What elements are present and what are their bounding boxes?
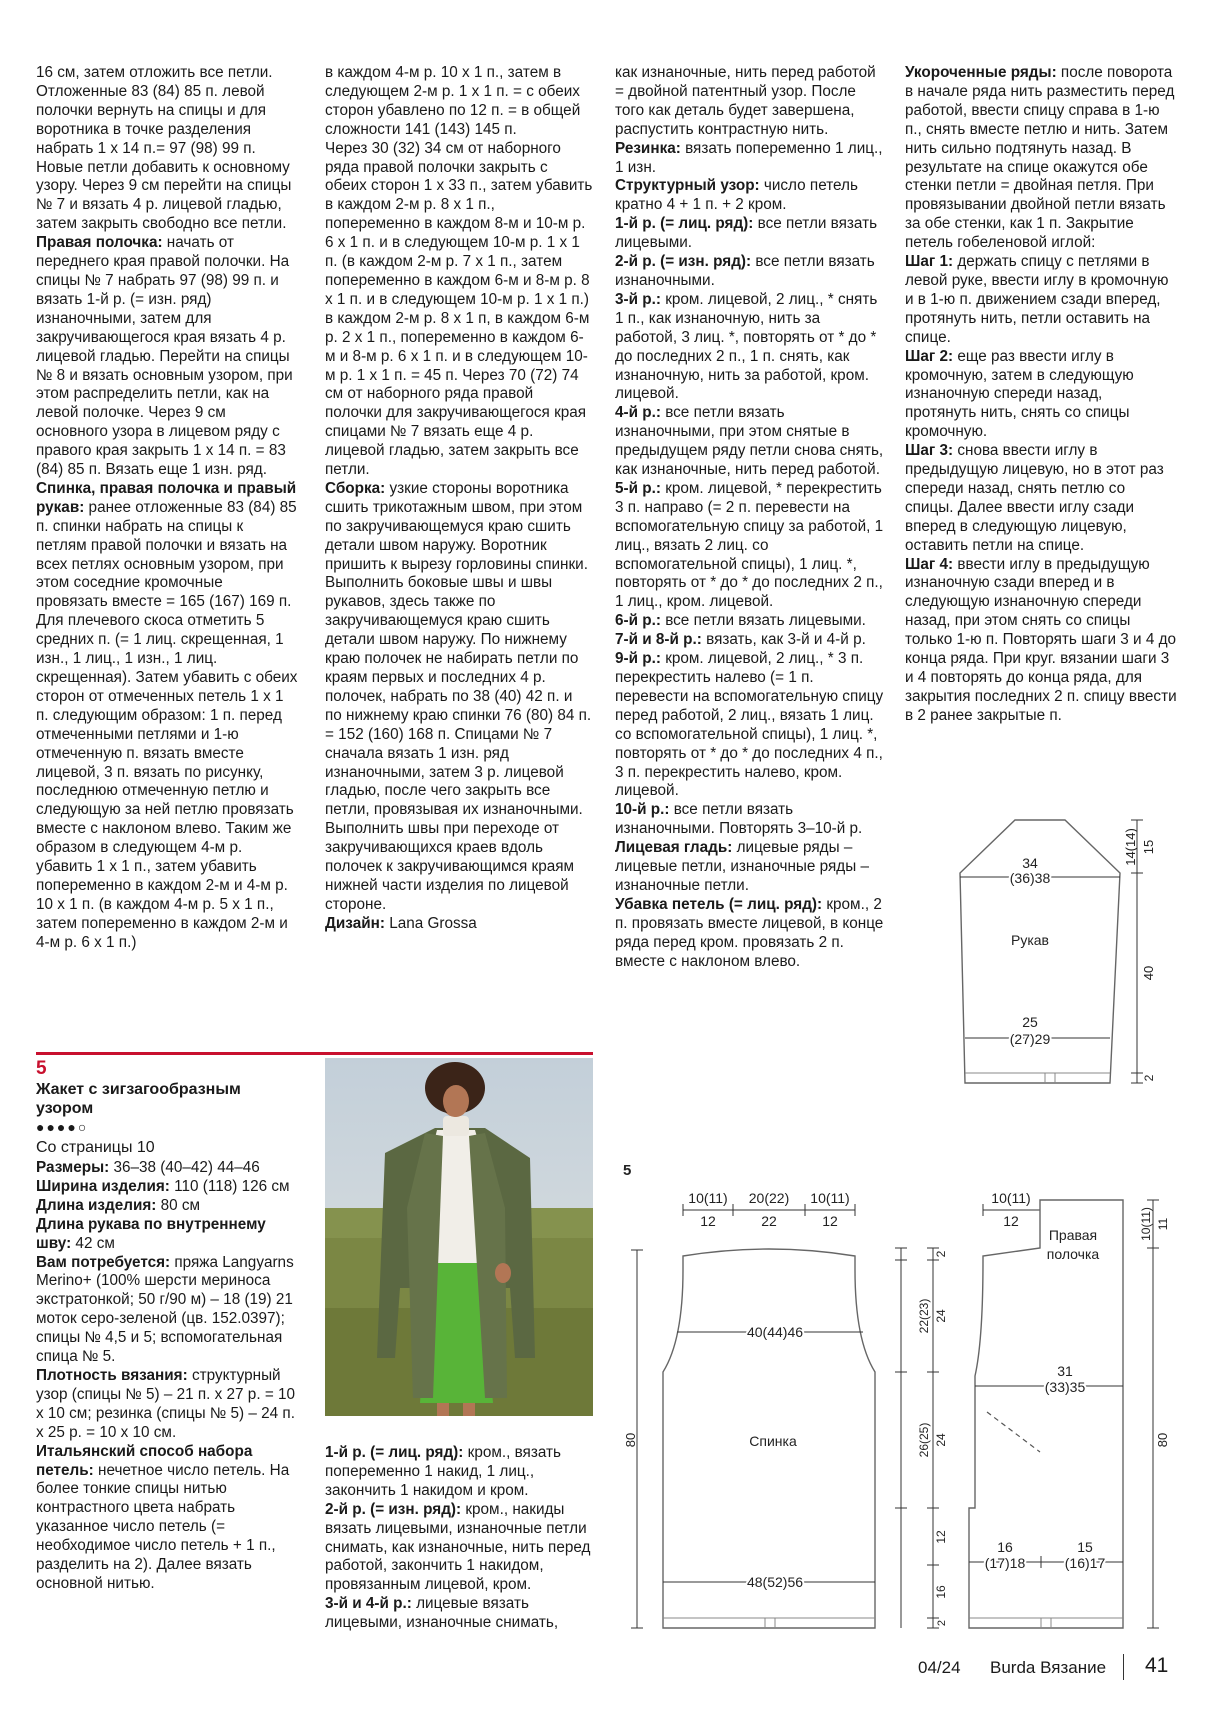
paragraph-text: 16 см, затем отложить все петли. Отложенные 83 (84) 85 п. левой полочки вернуть на спицы и для воротника в точке разделения набрать 1 х 14 п.= 97 (98) 99 п. Новые петли добавить к основному узору. Через 9 см перейти на спицы № 7 и вязать 4 р. лицевой гладью, затем закрыть свободно все петли.: [36, 64, 292, 233]
back-armhole-depth-alt: 24: [934, 1309, 948, 1323]
sleeve-cuff-height: 2: [1142, 1074, 1156, 1082]
sleeve-cap-height-alt: 15: [1141, 839, 1156, 855]
back-length: 80: [623, 1432, 638, 1448]
front-edge-width-alt: (16)17: [1064, 1555, 1106, 1571]
col3-paragraph: [615, 631, 885, 650]
paragraph-heading: Шаг 2:: [905, 347, 954, 365]
page-reference: Со страницы 10: [36, 1139, 155, 1156]
paragraph-text: кром. лицевой, * перекрестить 3 п. направо (= 2 п. перевести на вспомогательную спицу за работой, 1 лиц., вязать 2 лиц. со вспомогательной спицы), 1 лиц. *, повторять от * до * до последних 2 п., 1 лиц., кром. лицевой.: [615, 479, 884, 611]
page-number: 41: [1145, 1654, 1169, 1677]
back-armhole-depth: 22(23): [917, 1298, 931, 1334]
col3-paragraph: [615, 253, 885, 291]
col3-paragraph: [615, 839, 885, 896]
front-width: 31: [1057, 1363, 1073, 1379]
paragraph-heading: Спинка, правая полочка и правый рукав:: [36, 479, 297, 516]
back-side-upper: 26(25): [917, 1422, 931, 1458]
paragraph-heading: 1-й р. (= лиц. ряд):: [615, 215, 754, 233]
text-column-3: [615, 64, 885, 972]
col3-paragraph: [615, 480, 885, 612]
col2-paragraph: [325, 140, 593, 480]
col4-paragraph: [905, 442, 1177, 555]
sleeve-length: 40: [1141, 965, 1156, 981]
back-neck-drop: 2: [934, 1250, 948, 1258]
paragraph-heading: 2-й р. (= изн. ряд):: [325, 1500, 462, 1518]
paragraph-heading: 9-й р.:: [615, 650, 661, 668]
col5-paragraph: [36, 1216, 298, 1254]
specs-list: [36, 1159, 298, 1594]
col4-paragraph: [905, 253, 1177, 348]
col4-paragraph: [905, 348, 1177, 443]
col3-paragraph: [615, 896, 885, 972]
front-pocket-width-alt: (17)18: [984, 1555, 1026, 1571]
magazine-name: Burda Вязание: [990, 1658, 1107, 1677]
sleeve-bottom-size-alt: (27)29: [1009, 1031, 1051, 1047]
paragraph-heading: Укороченные ряды:: [905, 64, 1057, 81]
col4-paragraph: [905, 556, 1177, 726]
paragraph-heading: 2-й р. (= изн. ряд):: [615, 253, 752, 271]
paragraph-text: вязать попеременно 1 лиц., 1 изн.: [615, 139, 883, 176]
sleeve-top-size-alt: (36)38: [1009, 870, 1051, 886]
col3-paragraph: [615, 612, 885, 631]
paragraph-text: ввести иглу в предыдущую изнаночную сзади вперед и в следующую изнаночную спереди назад, при этом снять со спицы только 1-ю п. Повторять шаги 3 и 4 до конца ряда. При круг. вязании шаги 3 и 4 повторять до конца ряда, для закрытия последних 2 п. спицу ввести в 2 ранее закрытые п.: [905, 555, 1177, 724]
paragraph-text: число петель кратно 4 + 1 п. + 2 кром.: [615, 177, 858, 214]
paragraph-text: Lana Grossa: [384, 914, 477, 932]
front-pocket-width: 16: [997, 1539, 1013, 1555]
paragraph-heading: Правая полочка:: [36, 234, 163, 252]
model-photo: [325, 1058, 593, 1416]
back-schematic: [615, 1160, 905, 1650]
col5-paragraph: [36, 1178, 298, 1197]
sleeve-cap-height: 14(14): [1123, 828, 1138, 866]
paragraph-text: вязать, как 3-й и 4-й р.: [701, 631, 866, 649]
col3-paragraph: [615, 291, 885, 404]
section-number: 5: [36, 1058, 47, 1079]
back-shoulder-right: 10(11): [810, 1190, 850, 1206]
paragraph-text: все петли вязать лицевыми.: [615, 215, 878, 252]
paragraph-text: 110 (118) 126 см: [169, 1177, 290, 1195]
col3-paragraph: [615, 801, 885, 839]
paragraph-text: Через 30 (32) 34 см от наборного ряда правой полочки закрыть с обеих сторон 1 х 33 п., затем убавить в каждом 2-м р. 8 х 1 п., попеременно в каждом 8-м и 10-м р. 6 х 1 п. и в следующем 10-м р. 1 х 1 п. (в каждом 2-м р. 7 х 1 п., затем попеременно в каждом 6-м и 8-м р. 8 х 1 п. и в следующем 10-м р. 1 х 1 п.) в каждом 2-м р. 8 х 1 п, в каждом 6-м р. 2 х 1 п., попеременно в каждом 6-м и 8-м р. 6 х 1 п. и в следующем 10-м р. 1 х 1 п. = 45 п. Через 70 (72) 74 см от наборного ряда правой полочки для закручивающегося края спицами № 7 вязать еще 4 р. лицевой гладью, затем закрыть все петли.: [325, 139, 593, 479]
back-side-upper-alt: 24: [934, 1433, 948, 1447]
paragraph-heading: Вам потребуется:: [36, 1253, 171, 1271]
col3-paragraph: [615, 404, 885, 480]
back-side-lower: 16: [934, 1585, 948, 1599]
paragraph-heading: Размеры:: [36, 1159, 110, 1176]
paragraph-text: лицевые вязать лицевыми, изнаночные снимать,: [325, 1595, 559, 1632]
front-edge-width: 15: [1077, 1539, 1093, 1555]
section-5-info: [36, 1058, 298, 1594]
back-rib-height: 2: [936, 1619, 948, 1627]
front-label-line2: полочка: [1046, 1246, 1100, 1262]
paragraph-text: кром., накиды вязать лицевыми, изнаночные петли снимать, как изнаночные, нить перед работой, закончить 1 накидом, провязанным лицевой, кром.: [325, 1500, 591, 1594]
col1-paragraph: [36, 480, 298, 953]
back-side-measures: [905, 1160, 948, 1650]
sleeve-label: Рукав: [1011, 932, 1049, 948]
paragraph-heading: Ширина изделия:: [36, 1177, 170, 1195]
col5-paragraph: [36, 1367, 298, 1443]
col3-paragraph: [615, 650, 885, 801]
back-neck-width-alt: 22: [761, 1213, 777, 1229]
paragraph-heading: Шаг 3:: [905, 442, 954, 460]
section-title: Жакет с зигзагообразным узором: [36, 1081, 241, 1117]
back-side-middle: 12: [934, 1530, 948, 1544]
paragraph-text: снова ввести иглу в предыдущую лицевую, но в этот раз спереди назад, снять петлю со спицы. Далее ввести иглу сзади вперед в следующую лицевую, оставить петли на спице.: [905, 442, 1164, 554]
paragraph-text: все петли вязать лицевыми.: [660, 612, 866, 630]
col5-paragraph: [36, 1197, 298, 1216]
paragraph-text: структурный узор (спицы № 5) – 21 п. х 27 р. = 10 х 10 см; резинка (спицы № 5) – 24 п. х 25 р. = 10 х 10 см.: [36, 1366, 296, 1441]
paragraph-heading: 3-й р.:: [615, 290, 661, 308]
sleeve-bottom-size: 25: [1022, 1014, 1038, 1030]
col3-paragraph: [615, 140, 885, 178]
col3-paragraph: [615, 215, 885, 253]
paragraph-text: кром. лицевой, 2 лиц., * 3 п. перекрестить налево (= 1 п. перевести на вспомогательную спицу перед работой, 2 лиц., вязать 1 лиц. со вспомогательной спицы), 1 лиц. *, повторять от * до * до последних 4 п., 3 п. перекрестить налево, кром. лицевой.: [615, 650, 884, 800]
paragraph-text: еще раз ввести иглу в кромочную, затем в следующую изнаночную спереди назад, протянуть нить, снять со спицы кромочную.: [905, 347, 1134, 441]
col2-paragraph: [325, 64, 593, 140]
paragraph-heading: 6-й р.:: [615, 612, 661, 630]
col5-paragraph: [36, 1254, 298, 1367]
text-column-2: [325, 64, 593, 934]
paragraph-text: все петли вязать изнаночными. Повторять 3–10-й р.: [615, 801, 863, 838]
paragraph-heading: Убавка петель (= лиц. ряд):: [615, 895, 823, 913]
back-neck-width: 20(22): [748, 1190, 790, 1206]
paragraph-text: нечетное число петель. На более тонкие спицы нитью контрастного цвета набрать указанное число петель (= необходимое число петель + 1 п., разделить на 2). Далее вязать основной нитью.: [36, 1461, 290, 1592]
col6-paragraph: [325, 1444, 593, 1501]
col5-paragraph: [36, 1159, 298, 1178]
paragraph-heading: 10-й р.:: [615, 801, 670, 819]
col4-paragraph: [905, 64, 1177, 253]
back-hem-width: 48(52)56: [746, 1574, 804, 1590]
issue-number: 04/24: [918, 1658, 961, 1677]
back-label: Спинка: [749, 1433, 797, 1449]
paragraph-heading: Итальянский способ набора петель:: [36, 1442, 253, 1479]
paragraph-text: кром. лицевой, 2 лиц., * снять 1 п., как изнаночную, нить за работой, 3 лиц. *, повторять от * до * до последних 2 п., 1 п. снять, как изнаночную, нить за работой, кром. лицевой.: [615, 290, 878, 403]
col6-paragraph: [325, 1501, 593, 1596]
paragraph-heading: Резинка:: [615, 139, 681, 157]
back-shoulder-left: 10(11): [688, 1190, 728, 1206]
paragraph-text: кром., вязать попеременно 1 накид, 1 лиц., закончить 1 накидом и кром.: [325, 1444, 561, 1499]
paragraph-text: после поворота в начале ряда нить разместить перед работой, ввести спицу справа в 1-ю п., снять вместе петлю и нить. Затем нить сильно подтянуть назад. В результате на спице окажутся обе стенки петли = двойная петля. При провязывании двойной петли вязать за обе стенки, как 1 п. Закрытие петель гобеленовой иглой:: [905, 64, 1175, 252]
front-schematic: [945, 1160, 1175, 1650]
front-collar-height-alt: 11: [1156, 1217, 1170, 1231]
paragraph-text: все петли вязать изнаночными.: [615, 253, 875, 289]
text-column-6: [325, 1444, 593, 1633]
front-label-line1: Правая: [1048, 1227, 1098, 1243]
paragraph-heading: 7-й и 8-й р.:: [615, 631, 702, 649]
paragraph-heading: 4-й р.:: [615, 404, 661, 422]
paragraph-text: 42 см: [71, 1234, 115, 1252]
paragraph-text: кром., 2 п. провязать вместе лицевой, в конце ряда перед кром. провязать 2 п. вместе с наклоном влево.: [615, 895, 884, 970]
col1-paragraph: [36, 234, 298, 480]
front-collar-height: 10(11): [1139, 1207, 1153, 1241]
paragraph-text: пряжа Langyarns Merino+ (100% шерсти мериноса экстратонкой; 50 г/90 м) – 18 (19) 21 моток серо-зеленой (цв. 152.0397); спицы № 4,5 и 5; вспомогательная спица № 5.: [36, 1253, 294, 1366]
col6-paragraph: [325, 1595, 593, 1633]
paragraph-heading: Длина изделия:: [36, 1196, 157, 1214]
paragraph-text: ранее отложенные 83 (84) 85 п. спинки набрать на спицы к петлям правой полочки и вязать на всех петлях основным узором, при этом соседние кромочные провязать вместе = 165 (167) 169 п. Для плечевого скоса отметить 5 средних п. (= 1 лиц. скрещенная, 1 изн., 1 лиц., 1 изн., 1 лиц. скрещенная). Затем убавить с обеих сторон от отмеченных петель 1 х 1 п. следующим образом: 1 п. перед отмеченными петлями и 1-ю отмеченную п. вязать вместе лицевой, 3 п. вязать по рисунку, последнюю отмеченную петлю и следующую за ней петлю провязать вместе с наклоном влево. Таким же образом в следующем 4-м р. убавить 1 х 1 п., затем убавить попеременно в каждом 2-м и 4-м р. 10 х 1 п. (в каждом 4-м р. 5 х 1 п., затем попеременно в каждом 2-м и 4-м р. 6 х 1 п.): [36, 498, 298, 951]
sleeve-top-size: 34: [1022, 855, 1038, 871]
figure-number: 5: [623, 1162, 632, 1179]
paragraph-heading: 3-й и 4-й р.:: [325, 1595, 412, 1613]
paragraph-text: как изнаночные, нить перед работой = двойной патентный узор. После того как деталь будет завершена, распустить контрастную нить.: [615, 64, 876, 138]
paragraph-heading: Шаг 4:: [905, 555, 954, 573]
back-shoulder-left-alt: 12: [700, 1213, 716, 1229]
paragraph-text: узкие стороны воротника сшить трикотажным швом, при этом по закручивающемуся краю сшить детали швом наружу. Воротник пришить к вырезу горловины спинки. Выполнить боковые швы и швы рукавов, здесь также по закручивающемуся краю сшить детали швом наружу. По нижнему краю полочек не набирать петли по краям первых и последних 4 р. полочек, набрать по 38 (40) 42 п. и по нижнему краю спинки 76 (80) 84 п. = 152 (160) 168 п. Спицами № 7 сначала вязать 1 изн. ряд изнаночными, затем 3 р. лицевой гладью, после чего закрыть все петли, провязывая их изнаночными. Выполнить швы при переходе от закручивающихся краев вдоль полочек к закручивающимся краям нижней части изделия по лицевой стороне.: [325, 479, 592, 913]
paragraph-text: 80 см: [156, 1196, 201, 1214]
front-width-alt: (33)35: [1044, 1379, 1086, 1395]
paragraph-heading: 1-й р. (= лиц. ряд):: [325, 1444, 464, 1461]
paragraph-heading: Лицевая гладь:: [615, 839, 733, 857]
col3-paragraph: [615, 177, 885, 215]
page-footer: [918, 1654, 1178, 1680]
col2-paragraph: [325, 915, 593, 934]
paragraph-text: все петли вязать изнаночными, при этом снятые в предыдущем ряду петли снова снять, как изнаночные, нить перед работой.: [615, 404, 884, 479]
paragraph-heading: Длина рукава по внутреннему шву:: [36, 1215, 266, 1252]
paragraph-heading: Структурный узор:: [615, 177, 760, 195]
section-divider: [36, 1052, 593, 1055]
col1-paragraph: [36, 64, 298, 234]
paragraph-heading: Дизайн:: [325, 914, 385, 932]
paragraph-text: начать от переднего края правой полочки. На спицы № 7 набрать 97 (98) 99 п. и вязать 1-й р. (= изн. ряд) изнаночными, затем для закручивающегося края вязать 4 р. лицевой гладью. Перейти на спицы № 8 и вязать основным узором, при этом распределить петли, как на левой полочке. Через 9 см основного узора в лицевом ряду с правого края закрыть 1 х 14 п. = 83 (84) 85 п. Вязать еще 1 изн. ряд.: [36, 234, 293, 479]
col2-paragraph: [325, 480, 593, 915]
paragraph-heading: Шаг 1:: [905, 253, 954, 271]
paragraph-text: в каждом 4-м р. 10 х 1 п., затем в следующем 2-м р. 1 х 1 п. = с обеих сторон убавлено по 12 п. = в общей сложности 141 (143) 145 п.: [325, 64, 581, 138]
col5-paragraph: [36, 1443, 298, 1594]
paragraph-text: держать спицу с петлями в левой руке, ввести иглу в кромочную и в 1-ю п. движением сзади вперед, протянуть нить, петли оставить на спице.: [905, 253, 1169, 346]
paragraph-text: 36–38 (40–42) 44–46: [109, 1159, 260, 1176]
text-column-4: [905, 64, 1177, 726]
paragraph-text: лицевые ряды – лицевые петли, изнаночные ряды – изнаночные петли.: [615, 839, 869, 894]
difficulty-rating: ●●●●○: [36, 1119, 89, 1135]
footer-divider: [1123, 1654, 1124, 1680]
front-shoulder-alt: 12: [1003, 1213, 1019, 1229]
col3-paragraph: [615, 64, 885, 140]
front-shoulder: 10(11): [991, 1190, 1031, 1206]
sleeve-schematic: [905, 805, 1165, 1095]
paragraph-heading: Сборка:: [325, 479, 386, 497]
paragraph-heading: 5-й р.:: [615, 479, 661, 497]
back-chest-width: 40(44)46: [746, 1324, 804, 1340]
back-shoulder-right-alt: 12: [822, 1213, 838, 1229]
text-column-1: [36, 64, 298, 953]
front-length: 80: [1155, 1432, 1170, 1448]
paragraph-heading: Плотность вязания:: [36, 1366, 188, 1384]
